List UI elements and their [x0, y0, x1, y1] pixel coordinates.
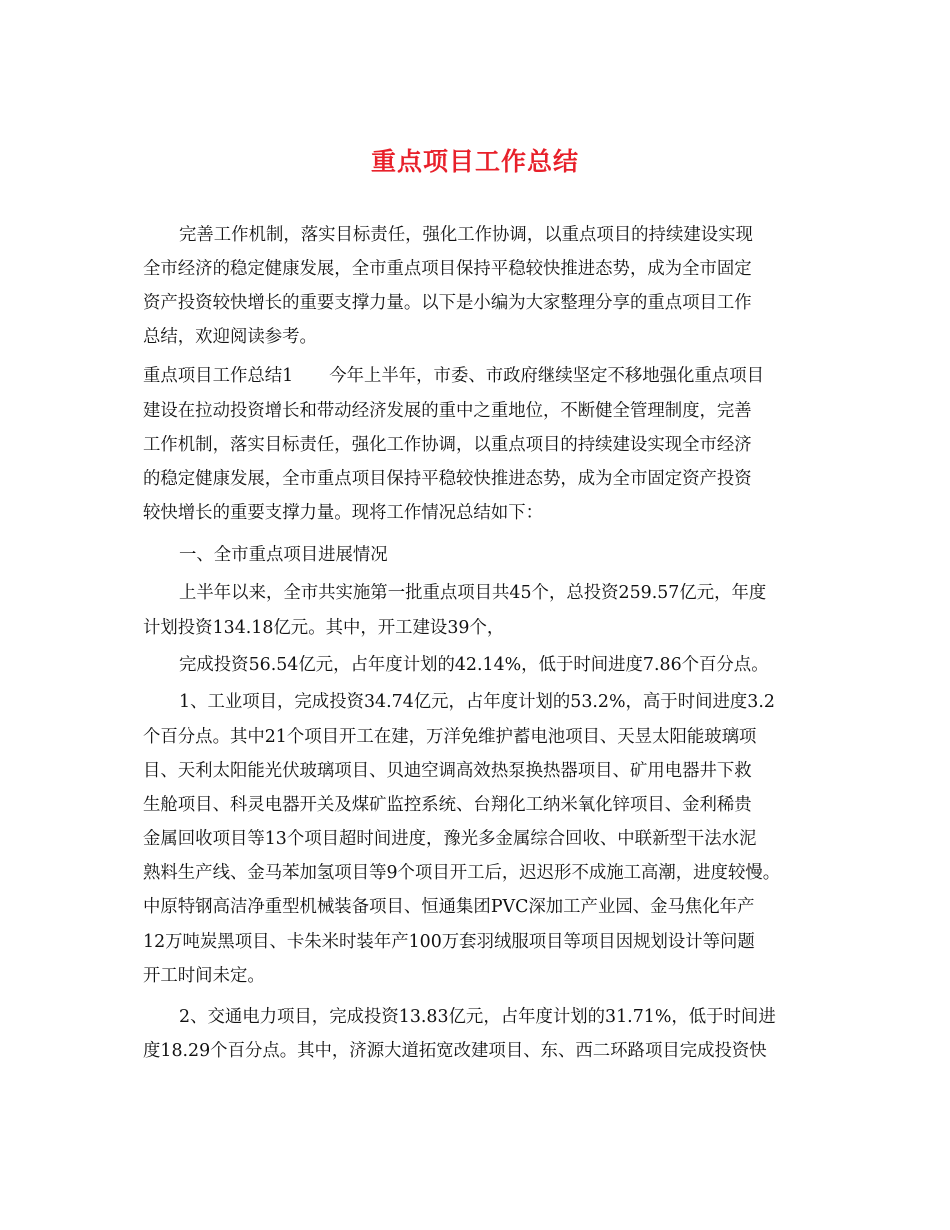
paragraph-line: 资产投资较快增长的重要支撑力量。以下是小编为大家整理分享的重点项目工作	[143, 293, 752, 313]
paragraph-line: 开工时间未定。	[143, 966, 265, 986]
paragraph-line: 12万吨炭黑项目、卡朱米时装年产100万套羽绒服项目等项目因规划设计等问题	[143, 932, 755, 952]
paragraph-line: 目、天利太阳能光伏玻璃项目、贝迪空调高效热泵换热器项目、矿用电器井下救	[143, 761, 752, 781]
paragraph-line: 较快增长的重要支撑力量。现将工作情况总结如下：	[143, 503, 543, 523]
paragraph-line: 1、工业项目，完成投资34.74亿元，占年度计划的53.2%，高于时间进度3.2	[179, 692, 775, 712]
paragraph-line: 建设在拉动投资增长和带动经济发展的重中之重地位，不断健全管理制度，完善	[143, 401, 752, 421]
section-text: 今年上半年，市委、市政府继续坚定不移地强化重点项目	[329, 366, 764, 386]
document-title: 重点项目工作总结	[370, 147, 579, 176]
section-heading: 重点项目工作总结1	[143, 366, 294, 386]
paragraph-line: 完成投资56.54亿元，占年度计划的42.14%，低于时间进度7.86个百分点。	[179, 655, 769, 675]
paragraph-line: 计划投资134.18亿元。其中，开工建设39个，	[143, 618, 505, 638]
paragraph-line: 个百分点。其中21个项目开工在建，万洋免维护蓄电池项目、天昱太阳能玻璃项	[143, 727, 757, 747]
paragraph-line: 2、交通电力项目，完成投资13.83亿元，占年度计划的31.71%，低于时间进	[179, 1007, 776, 1027]
subheading-line: 一、全市重点项目进展情况	[179, 545, 388, 565]
paragraph-line: 工作机制，落实目标责任，强化工作协调，以重点项目的持续建设实现全市经济	[143, 435, 752, 455]
paragraph-line: 度18.29个百分点。其中，济源大道拓宽改建项目、东、西二环路项目完成投资快	[143, 1041, 767, 1061]
paragraph-line: 总结，欢迎阅读参考。	[143, 327, 317, 347]
paragraph-line: 金属回收项目等13个项目超时间进度，豫光多金属综合回收、中联新型干法水泥	[143, 829, 757, 849]
paragraph-line: 全市经济的稳定健康发展，全市重点项目保持平稳较快推进态势，成为全市固定	[143, 259, 752, 279]
section-line	[143, 363, 833, 389]
paragraph-line: 中原特钢高洁净重型机械装备项目、恒通集团PVC深加工产业园、金马焦化年产	[143, 897, 755, 917]
paragraph-line: 完善工作机制，落实目标责任，强化工作协调，以重点项目的持续建设实现	[179, 225, 753, 245]
paragraph-line: 上半年以来，全市共实施第一批重点项目共45个，总投资259.57亿元，年度	[179, 583, 767, 603]
paragraph-line: 熟料生产线、金马苯加氢项目等9个项目开工后，迟迟形不成施工高潮，进度较慢。	[143, 863, 781, 883]
paragraph-line: 生舱项目、科灵电器开关及煤矿监控系统、台翔化工纳米氧化锌项目、金利稀贵	[143, 795, 752, 815]
paragraph-line: 的稳定健康发展，全市重点项目保持平稳较快推进态势，成为全市固定资产投资	[143, 469, 752, 489]
